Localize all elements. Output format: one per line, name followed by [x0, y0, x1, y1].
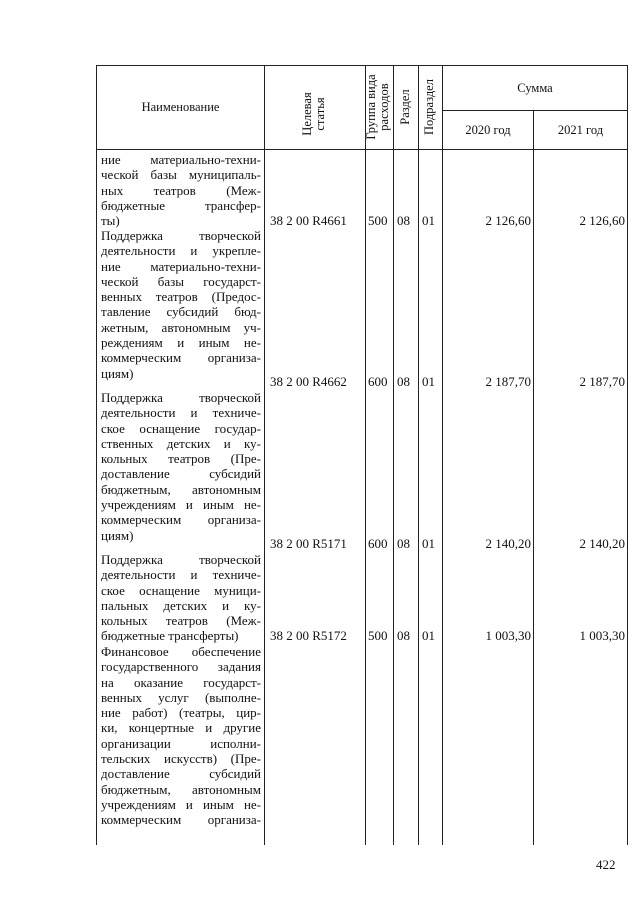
row-group: 500 — [368, 628, 388, 643]
row-name-line: циям) — [101, 527, 134, 543]
page-number: 422 — [596, 857, 616, 872]
header-target-article — [265, 66, 365, 149]
header-year-2020: 2020 год — [465, 122, 511, 137]
row-sum-2021: 1 003,30 — [579, 628, 625, 643]
row-name-line: тельских искусств) (Пре- — [101, 751, 261, 767]
row-section: 08 — [397, 374, 410, 389]
table-border-left — [96, 65, 97, 845]
row-name-line: ское оснащение муници- — [101, 582, 261, 598]
row-name — [101, 390, 261, 543]
row-name-line: ческой базы государст- — [101, 273, 261, 289]
row-name-line: циям) — [101, 365, 134, 381]
row-name-line: коммерческим организа- — [101, 812, 261, 828]
row-name-line: пальных детских и ку- — [101, 597, 261, 613]
column-divider-group — [393, 65, 394, 845]
column-divider-name — [264, 65, 265, 845]
row-name-line: доставление субсидий — [101, 766, 261, 782]
header-expense-group-line2: расходов — [377, 83, 391, 131]
row-name-line: венных театров (Предос- — [101, 289, 261, 305]
header-subsection: Подраздел — [422, 79, 436, 135]
row-code: 38 2 00 R5172 — [270, 628, 347, 643]
row-group: 500 — [368, 213, 388, 228]
row-name-line: коммерческим организа- — [101, 512, 261, 528]
row-code: 38 2 00 R4661 — [270, 213, 347, 228]
row-name-line: деятельности и укрепле- — [101, 243, 261, 259]
row-name-line: доставление субсидий — [101, 466, 261, 482]
row-name-line: бюджетные трансферты) — [101, 628, 239, 644]
row-sum-2020: 2 126,60 — [485, 213, 531, 228]
column-divider-code — [365, 65, 366, 845]
row-name-line: Поддержка творческой — [101, 228, 261, 243]
row-name-line: учреждениям и иным не- — [101, 796, 261, 812]
row-name-line: бюджетным, автономным — [101, 481, 261, 497]
row-sum-2021: 2 126,60 — [579, 213, 625, 228]
row-name-line: учреждениям и иным не- — [101, 497, 261, 513]
row-name-line: коммерческим организа- — [101, 350, 261, 366]
row-name-line: ты) — [101, 213, 120, 229]
row-name-line: тавление субсидий бюд- — [101, 304, 261, 320]
row-name-line: Финансовое обеспечение — [101, 644, 261, 659]
header-name: Наименование — [141, 100, 220, 114]
row-name-line: ных театров (Меж- — [101, 182, 261, 198]
row-sum-2020: 2 187,70 — [485, 374, 531, 389]
table-border-right — [627, 65, 628, 845]
row-sum-2020: 2 140,20 — [485, 536, 531, 551]
row-code: 38 2 00 R4662 — [270, 374, 347, 389]
row-sum-2020: 1 003,30 — [485, 628, 531, 643]
header-section: Раздел — [398, 89, 412, 125]
row-name-line: венных услуг (выполне- — [101, 689, 261, 705]
row-name-line: Поддержка творческой — [101, 390, 261, 405]
row-group: 600 — [368, 536, 388, 551]
row-name-line: ки, концертные и другие — [101, 720, 261, 736]
header-expense-group — [366, 66, 393, 149]
row-name-line: организации исполни- — [101, 735, 261, 751]
row-name — [101, 228, 261, 381]
header-target-article-line1: Целевая — [300, 92, 314, 136]
row-name-line: бюджетные трансфер- — [101, 197, 261, 213]
row-name-line: деятельности и техниче- — [101, 405, 261, 421]
row-subsection: 01 — [422, 536, 435, 551]
row-name-line: кольных театров (Меж- — [101, 613, 261, 629]
row-section: 08 — [397, 536, 410, 551]
row-name-line: Поддержка творческой — [101, 552, 261, 567]
row-name-line: ние работ) (театры, цир- — [101, 705, 261, 721]
row-group: 600 — [368, 374, 388, 389]
row-section: 08 — [397, 213, 410, 228]
row-name — [101, 152, 261, 228]
row-subsection: 01 — [422, 213, 435, 228]
row-name-line: ское оснащение государ- — [101, 420, 261, 436]
row-code: 38 2 00 R5171 — [270, 536, 347, 551]
row-subsection: 01 — [422, 374, 435, 389]
row-name — [101, 644, 261, 828]
row-subsection: 01 — [422, 628, 435, 643]
row-name-line: жетным, автономным уч- — [101, 319, 261, 335]
row-name-line: бюджетным, автономным — [101, 781, 261, 797]
header-expense-group-line1: Группа вида — [364, 74, 378, 140]
row-name-line: ческой базы муниципаль- — [101, 167, 261, 183]
header-sum: Сумма — [517, 80, 553, 95]
row-name-line: на оказание государст- — [101, 674, 261, 690]
header-target-article-line2: статья — [313, 97, 327, 131]
row-name-line: государственного задания — [101, 659, 261, 675]
row-name-line: ственных детских и ку- — [101, 435, 261, 451]
row-name-line: реждениям и иным не- — [101, 335, 261, 351]
header-bottom-line — [96, 149, 628, 150]
column-divider-section — [418, 65, 419, 845]
row-name-line: кольных театров (Пре- — [101, 451, 261, 467]
row-name-line: деятельности и техниче- — [101, 567, 261, 583]
row-sum-2021: 2 140,20 — [579, 536, 625, 551]
row-sum-2021: 2 187,70 — [579, 374, 625, 389]
row-section: 08 — [397, 628, 410, 643]
row-name-line: ние материально-техни- — [101, 152, 261, 167]
header-year-2021: 2021 год — [557, 122, 604, 137]
column-divider-subsection — [442, 65, 443, 845]
row-name — [101, 552, 261, 644]
row-name-line: ние материально-техни- — [101, 258, 261, 274]
